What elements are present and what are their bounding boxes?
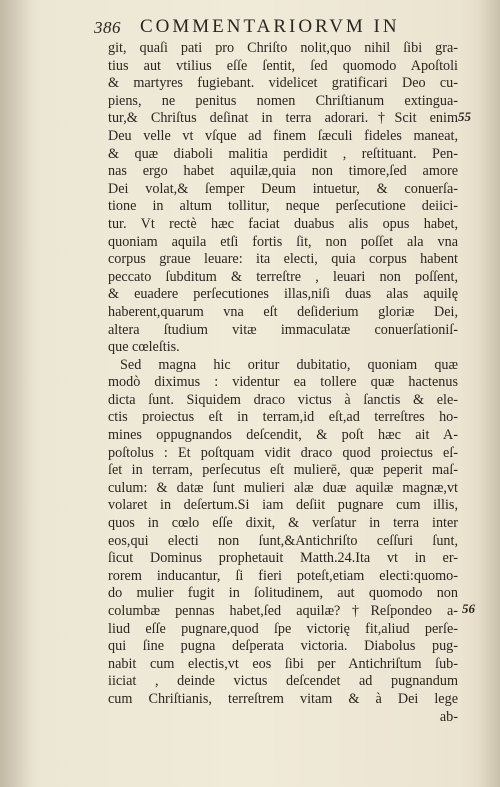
edge-shadow [478,0,500,787]
text-line: liud eſſe pugnare,quod ſpe victorię fit,aliud perſe- [108,620,458,637]
gutter-shadow [0,0,40,787]
running-title: COMMENTARIORVM IN [140,16,400,37]
text-body [108,40,458,726]
text-line: git, quaſi pati pro Chriſto nolit,quo nihil ſibi gra- [108,40,458,56]
text-line: cum Chriſtianis, terreſtrem vitam & à Dei lege [108,690,458,707]
text-line: ſicut Dominus prophetauit Matth.24.Ita vt in er- [108,550,458,567]
text-line: quoniam aquila etſi fortis ſit, non poſſet ala vna [108,233,458,250]
text-line: piens, ne penitus nomen Chriſtianum extingua- [108,92,458,109]
text-line: tione in altum tollitur, neque perſecutione deiici- [108,198,458,215]
text-line: haberent,quarum vna eſt deſiderium gloriæ Dei, [108,303,458,320]
text-line: do mulier fugit in ſolitudinem, aut quomodo non [108,585,458,602]
text-line: rorem inducantur, ſi fieri poteſt,etiam electi:quomo- [108,567,458,584]
text-line: mines oppugnandos deſcendit, & poſt hæc ait A- [108,427,458,444]
text-line: corpus graue leuare: ita electi, quia corpus habent [108,251,458,268]
text-line: altera ſtudium vitæ immaculatæ conuerſationiſ- [108,321,458,338]
margin-note-56: 56 [462,601,475,616]
paragraph-start-line: Sed magna hic oritur dubitatio, quoniam quæ [120,356,458,373]
text-line: & martyres fugiebant. videlicet gratificari Deo cu- [108,75,458,92]
page-header [94,16,454,40]
text-line: tius aut vtilius eſſe ſentit, ſed quomodo Apoſtoli [108,57,458,74]
text-line: dicta ſunt. Siquidem draco victus à ſanctis & ele- [108,391,458,408]
text-line: nabit cum electis,vt eos ſibi per Antichriſtum ſub- [108,655,458,672]
text-line: volaret in deſertum.Si iam deſiit pugnare cum illis, [108,497,458,514]
text-line: & euadere perſecutiones illas,niſi duas alas aquilę [108,286,458,303]
text-line: ſet in terram, perſecutus eſt mulierē, quæ peperit maſ- [108,462,458,479]
text-line: quos in cœlo eſſe dixit, & verſatur in terra inter [108,515,458,532]
text-line: modò diximus : videntur ea tollere quæ hactenus [108,374,458,391]
text-line: nas ergo habet aquilæ,quia non timore,ſed amore [108,163,458,180]
text-line: tur,& Chriſtus deſinat in terra adorari.†Scit enim [108,110,458,127]
text-line: eos,qui electi non ſunt,&Antichriſto ceſſuri ſunt, [108,532,458,549]
text-line: Dei volat,& ſemper Deum intuetur, & conuerſa- [108,180,458,197]
catchword: ab- [439,708,458,725]
page-number: 386 [94,18,121,37]
text-line: peccato ſubditum & terreſtre , leuari non poſſent, [108,268,458,285]
text-line: poſtolus : Et poſtquam vidit draco quod proiectus eſ- [108,444,458,461]
text-line: qui ſine pugna deſperata victoria. Diabolus pug- [108,638,458,655]
text-line: iiciat , deinde victus deſcendet ad pugnandum [108,673,458,690]
text-line: & quæ diaboli malitia perdidit , reſtituant. Pen- [108,145,458,162]
text-line: columbæ pennas habet,ſed aquilæ?†Reſpondeo a- [108,603,458,619]
text-line: tur. Vt rectè hæc faciat duabus alis opus habet, [108,215,458,232]
text-line: Deu velle vt vſque ad finem ſæculi fideles maneat, [108,127,458,144]
margin-note-55: 55 [458,109,471,124]
text-line: que cœleſtis. [108,339,180,356]
text-line: culum: & datæ ſunt mulieri alæ duæ aquilæ magnæ,vt [108,479,458,496]
text-line: ctis proiectus eſt in terram,id eſt,ad terreſtres ho- [108,409,458,426]
